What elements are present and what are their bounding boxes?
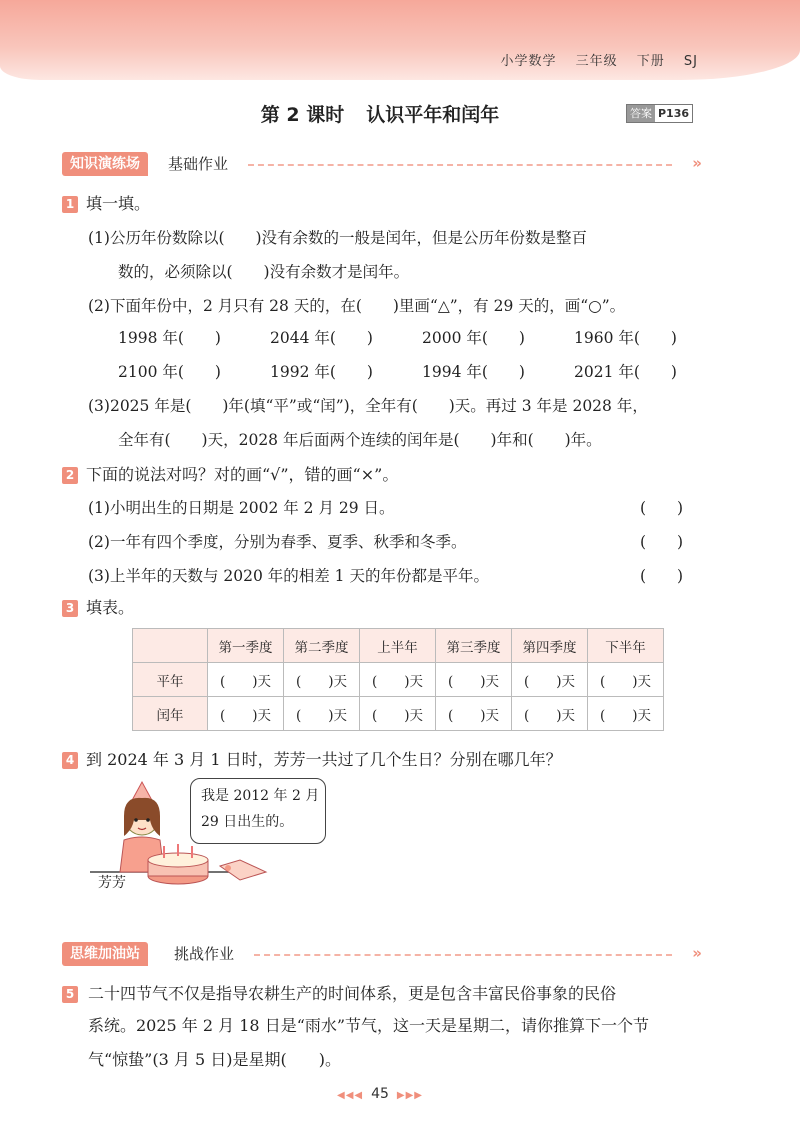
row-header: 平年: [133, 663, 208, 697]
section-subtitle: 挑战作业: [174, 945, 235, 963]
question-number: 3: [62, 600, 78, 617]
year-item: 2100 年( ): [118, 363, 221, 381]
section-basic-bar: [62, 152, 702, 178]
question-title: 到 2024 年 3 月 1 日时，芳芳一共过了几个生日？分别在哪几年？: [86, 750, 562, 769]
double-chevron-icon: »: [692, 154, 702, 172]
row-header: 闰年: [133, 697, 208, 731]
q1-part3-line1: (3)2025 年是( )年(填“平”或“闰”)，全年有( )天。再过 3 年是 2028 年，: [88, 397, 648, 415]
fill-cell[interactable]: ( )天: [588, 663, 664, 697]
table-row: [133, 663, 664, 697]
section-tag: 思维加油站: [62, 942, 148, 966]
question-title: 填表。: [86, 598, 135, 617]
q1-part1-line1: (1)公历年份数除以( )没有余数的一般是闰年，但是公历年份数是整百: [88, 229, 588, 247]
column-header: 第一季度: [208, 629, 284, 663]
character-name: 芳芳: [98, 875, 126, 891]
year-item: 2021 年( ): [574, 363, 677, 381]
q2-statement: (2)一年有四个季度，分别为春季、夏季、秋季和冬季。: [88, 533, 467, 551]
section-subtitle: 基础作业: [168, 155, 229, 173]
fill-cell[interactable]: ( )天: [284, 697, 360, 731]
question-title: 下面的说法对吗？对的画“√”，错的画“×”。: [86, 465, 399, 484]
answer-page-tag: [626, 104, 693, 123]
answer-bracket: ( ): [640, 567, 684, 585]
fill-cell[interactable]: ( )天: [208, 697, 284, 731]
speech-bubble: [190, 778, 326, 844]
lesson-number: 第 2 课时: [260, 104, 345, 126]
fill-cell[interactable]: ( )天: [360, 697, 436, 731]
question-title: 填一填。: [86, 194, 151, 213]
section-challenge-bar: [62, 942, 702, 968]
column-header: 第三季度: [436, 629, 512, 663]
header-volume: 下册: [636, 54, 665, 69]
table-header-row: [133, 629, 664, 663]
year-item: 1994 年( ): [422, 363, 525, 381]
page-footer: [0, 1086, 760, 1102]
table-corner: [133, 629, 208, 663]
section-tag: 知识演练场: [62, 152, 148, 176]
q1-part2-line1: (2)下面年份中，2 月只有 28 天的，在( )里画“△”，有 29 天的，画“○”。: [88, 297, 626, 315]
q2-statement: (1)小明出生的日期是 2002 年 2 月 29 日。: [88, 499, 395, 517]
year-item: 2044 年( ): [270, 329, 373, 347]
q1-part3-line2: 全年有( )天，2028 年后面两个连续的闰年是( )年和( )年。: [118, 431, 602, 449]
header-edition: SJ: [683, 54, 698, 69]
year-item: 1992 年( ): [270, 363, 373, 381]
header-subject: 小学数学: [500, 54, 557, 69]
right-triangles-icon: ▶▶▶: [396, 1090, 423, 1101]
book-header: [486, 50, 698, 69]
bubble-line: 我是 2012 年 2 月: [201, 788, 320, 804]
fill-cell[interactable]: ( )天: [588, 697, 664, 731]
double-chevron-icon: »: [692, 944, 702, 962]
table-row: [133, 697, 664, 731]
q1-part1-line2: 数的，必须除以( )没有余数才是闰年。: [118, 263, 410, 281]
q5-line2: 系统。2025 年 2 月 18 日是“雨水”节气，这一天是星期二，请你推算下一个节: [88, 1016, 650, 1035]
fill-cell[interactable]: ( )天: [208, 663, 284, 697]
column-header: 第四季度: [512, 629, 588, 663]
q5-line1: 二十四节气不仅是指导农耕生产的时间体系，更是包含丰富民俗事象的民俗: [88, 984, 617, 1003]
answer-bracket: ( ): [640, 533, 684, 551]
column-header: 上半年: [360, 629, 436, 663]
question-number: 1: [62, 196, 78, 213]
question-number: 4: [62, 752, 78, 769]
answer-bracket: ( ): [640, 499, 684, 517]
dashed-divider: [248, 164, 672, 166]
lesson-topic: 认识平年和闰年: [366, 104, 500, 126]
header-grade: 三年级: [575, 54, 618, 69]
quarter-days-table: [132, 628, 664, 731]
year-item: 2000 年( ): [422, 329, 525, 347]
fill-cell[interactable]: ( )天: [360, 663, 436, 697]
column-header: 下半年: [588, 629, 664, 663]
year-item: 1998 年( ): [118, 329, 221, 347]
answer-page: P136: [658, 107, 690, 120]
left-triangles-icon: ◀◀◀: [337, 1090, 364, 1101]
column-header: 第二季度: [284, 629, 360, 663]
q2-statement: (3)上半年的天数与 2020 年的相差 1 天的年份都是平年。: [88, 567, 489, 585]
fill-cell[interactable]: ( )天: [512, 697, 588, 731]
question-number: 2: [62, 467, 78, 484]
dashed-divider: [254, 954, 672, 956]
page-number: 45: [371, 1086, 389, 1102]
question-number: 5: [62, 986, 78, 1003]
fill-cell[interactable]: ( )天: [284, 663, 360, 697]
year-item: 1960 年( ): [574, 329, 677, 347]
fill-cell[interactable]: ( )天: [512, 663, 588, 697]
bubble-line: 29 日出生的。: [201, 814, 294, 830]
fill-cell[interactable]: ( )天: [436, 697, 512, 731]
answer-label: 答案: [627, 105, 655, 122]
fill-cell[interactable]: ( )天: [436, 663, 512, 697]
q5-line3: 气“惊蛰”(3 月 5 日)是星期( )。: [88, 1050, 341, 1069]
